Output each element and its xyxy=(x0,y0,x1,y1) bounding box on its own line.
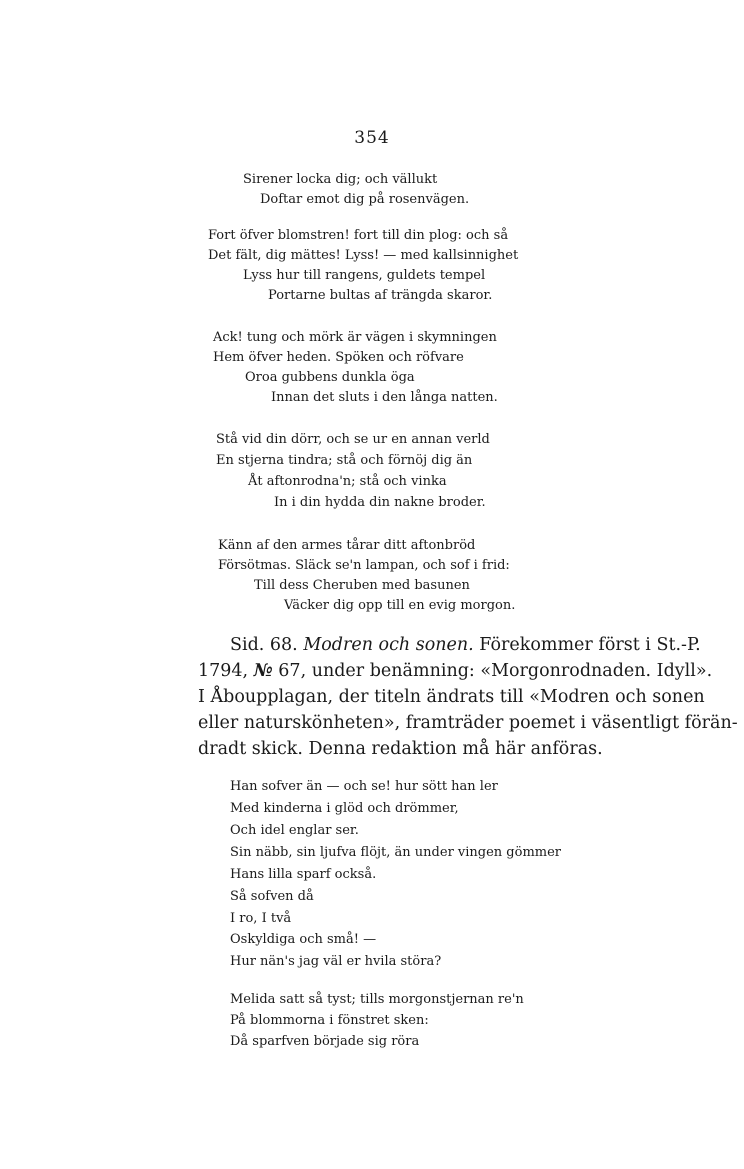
verse-line: En stjerna tindra; stå och förnöj dig än xyxy=(216,453,473,468)
verse-line: Hur nän's jag väl er hvila störa? xyxy=(230,954,442,969)
number-sign: № xyxy=(253,661,273,681)
verse-line: På blommorna i fönstret sken: xyxy=(230,1013,429,1028)
verse-line: Sin näbb, sin ljufva flöjt, än under vingen gömmer xyxy=(230,845,562,860)
verse-line: Så sofven då xyxy=(230,889,314,904)
sid-reference: Sid. 68. xyxy=(230,635,298,655)
commentary-text: 67, under benämning: «Morgonrodnaden. Idyll». xyxy=(278,661,713,681)
commentary-line: eller naturskönheten», framträder poemet i väsentligt förän- xyxy=(198,713,738,733)
verse-line: Innan det sluts i den långa natten. xyxy=(271,390,498,405)
verse-line: Fort öfver blomstren! fort till din plog: och så xyxy=(208,228,509,243)
verse-line: Ack! tung och mörk är vägen i skymningen xyxy=(213,330,497,345)
commentary-paragraph xyxy=(198,632,738,762)
commentary-text: Förekommer först i St.-P. xyxy=(479,635,701,655)
verse-line: Hem öfver heden. Spöken och röfvare xyxy=(213,350,464,365)
commentary-line xyxy=(203,632,701,658)
verse-line: Till dess Cheruben med basunen xyxy=(254,578,470,593)
commentary-line: I Åboupplagan, der titeln ändrats till «Modren och sonen xyxy=(198,687,705,707)
verse-line: Melida satt så tyst; tills morgonstjernan re'n xyxy=(230,992,524,1007)
verse-line: Väcker dig opp till en evig morgon. xyxy=(284,598,516,613)
verse-line: Och idel englar ser. xyxy=(230,823,359,838)
verse-line: Då sparfven började sig röra xyxy=(230,1034,420,1049)
verse-line: Doftar emot dig på rosenvägen. xyxy=(260,192,470,207)
verse-line: Lyss hur till rangens, guldets tempel xyxy=(243,268,486,283)
verse-line: Portarne bultas af trängda skaror. xyxy=(268,288,493,303)
verse-line: Det fält, dig mättes! Lyss! — med kallsinnighet xyxy=(208,248,519,263)
year: 1794, xyxy=(198,661,249,681)
page-number: 354 xyxy=(354,128,390,148)
verse-line: Känn af den armes tårar ditt aftonbröd xyxy=(218,538,476,553)
verse-line: Sirener locka dig; och vällukt xyxy=(243,172,438,187)
poem-title: Modren och sonen. xyxy=(303,635,474,655)
verse-line: Hans lilla sparf också. xyxy=(230,867,377,882)
commentary-line xyxy=(198,658,713,684)
verse-line: Försötmas. Släck se'n lampan, och sof i frid: xyxy=(218,558,510,573)
verse-line: Åt aftonrodna'n; stå och vinka xyxy=(248,474,447,489)
verse-line: I ro, I två xyxy=(230,911,292,926)
verse-line: Oroa gubbens dunkla öga xyxy=(245,370,415,385)
verse-line: In i din hydda din nakne broder. xyxy=(274,495,486,510)
verse-line: Stå vid din dörr, och se ur en annan verld xyxy=(216,432,490,447)
verse-line: Med kinderna i glöd och drömmer, xyxy=(230,801,459,816)
commentary-line: dradt skick. Denna redaktion må här anföras. xyxy=(198,739,603,759)
verse-line: Han sofver än — och se! hur sött han ler xyxy=(230,779,498,794)
verse-line: Oskyldiga och små! — xyxy=(230,932,377,947)
